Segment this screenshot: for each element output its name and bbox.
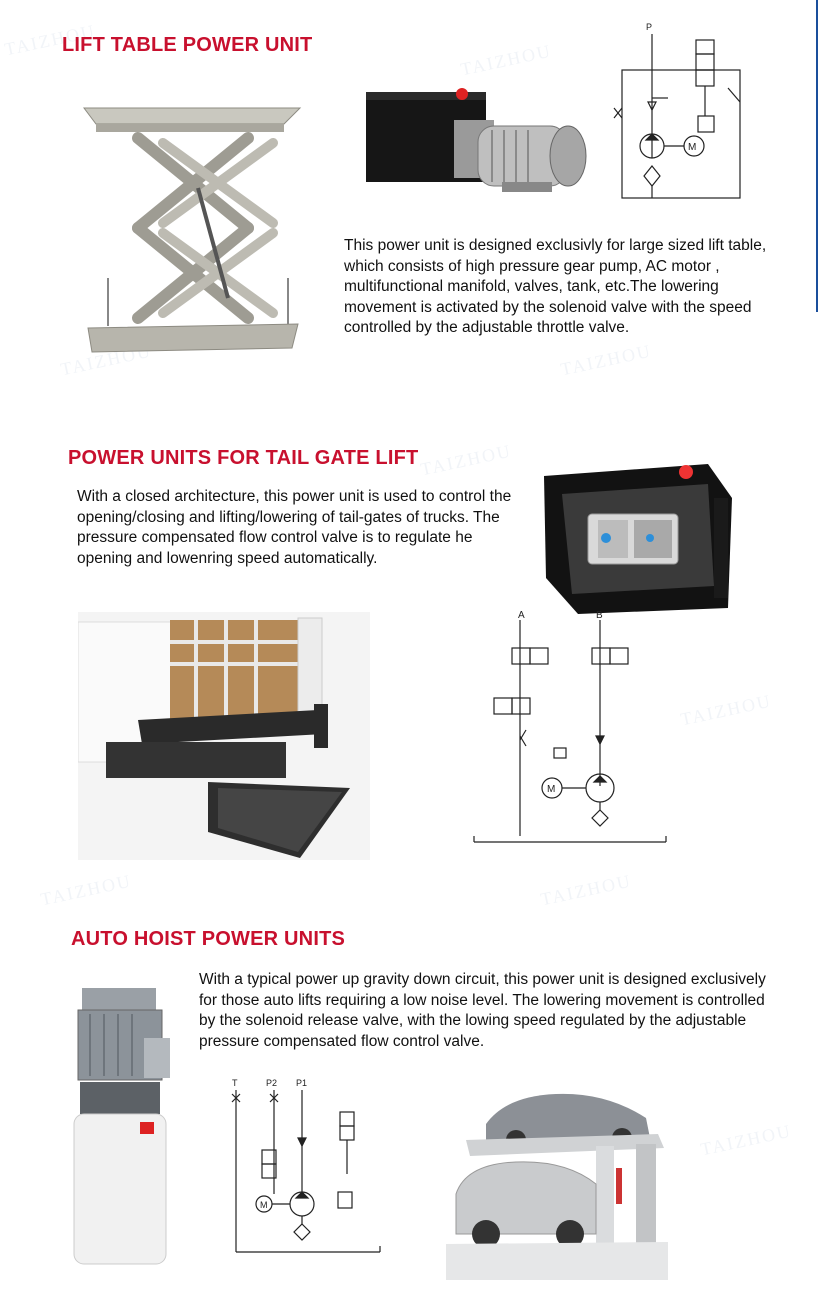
section-heading-tail-gate: POWER UNITS FOR TAIL GATE LIFT — [68, 447, 419, 469]
section-description-lift-table: This power unit is designed exclusivly for large sized lift table, which consists of high pressure gear pump, AC motor , multifunctional manifold, valves, tank, etc.The lowering movement is activated by the solenoid valve with the speed controlled by the adjustable throttle valve. — [344, 237, 767, 336]
watermark: TAIZHOU — [678, 690, 774, 730]
port-label-p2: P2 — [266, 1078, 278, 1088]
car-parking-lift-image — [446, 1084, 668, 1284]
port-label-p: P — [646, 22, 653, 32]
section-heading-lift-table: LIFT TABLE POWER UNIT — [62, 34, 313, 56]
watermark: TAIZHOU — [418, 440, 514, 480]
hydraulic-schematic-tail-gate — [470, 606, 670, 850]
power-unit-image — [362, 82, 590, 204]
motor-label: M — [260, 1200, 268, 1210]
watermark: TAIZHOU — [538, 870, 634, 910]
watermark: TAIZHOU — [58, 340, 154, 380]
hydraulic-schematic-lift-table — [608, 18, 748, 204]
watermark: TAIZHOU — [698, 1120, 794, 1160]
motor-label: M — [688, 142, 697, 153]
section-heading-auto-hoist: AUTO HOIST POWER UNITS — [71, 928, 346, 950]
port-label-t: T — [232, 1078, 238, 1088]
auto-hoist-power-unit-image — [60, 984, 180, 1274]
hydraulic-schematic-auto-hoist — [214, 1074, 394, 1260]
port-label-a: A — [518, 610, 525, 621]
watermark: TAIZHOU — [458, 40, 554, 80]
section-description-auto-hoist: With a typical power up gravity down circuit, this power unit is designed exclusively for those auto lifts requiring a low noise level. The lowering movement is controlled by the solenoid release valve, with the lowing speed regulated by the adjustable pressure compensated flow control valve. — [199, 971, 766, 1050]
tail-gate-truck-image — [78, 612, 370, 860]
tail-gate-power-unit-image — [538, 458, 738, 616]
watermark: TAIZHOU — [558, 340, 654, 380]
port-label-b: B — [596, 610, 603, 621]
port-label-p1: P1 — [296, 1078, 308, 1088]
section-description-tail-gate: With a closed architecture, this power unit is used to control the opening/closing and lifting/lowering of tail-gates of trucks. The pressure compensated flow control valve is to regulate he opening and lowenring speed automatically. — [77, 488, 512, 567]
watermark: TAIZHOU — [2, 20, 98, 60]
motor-label: M — [547, 784, 556, 795]
watermark: TAIZHOU — [38, 870, 134, 910]
lift-table-image — [78, 98, 306, 356]
